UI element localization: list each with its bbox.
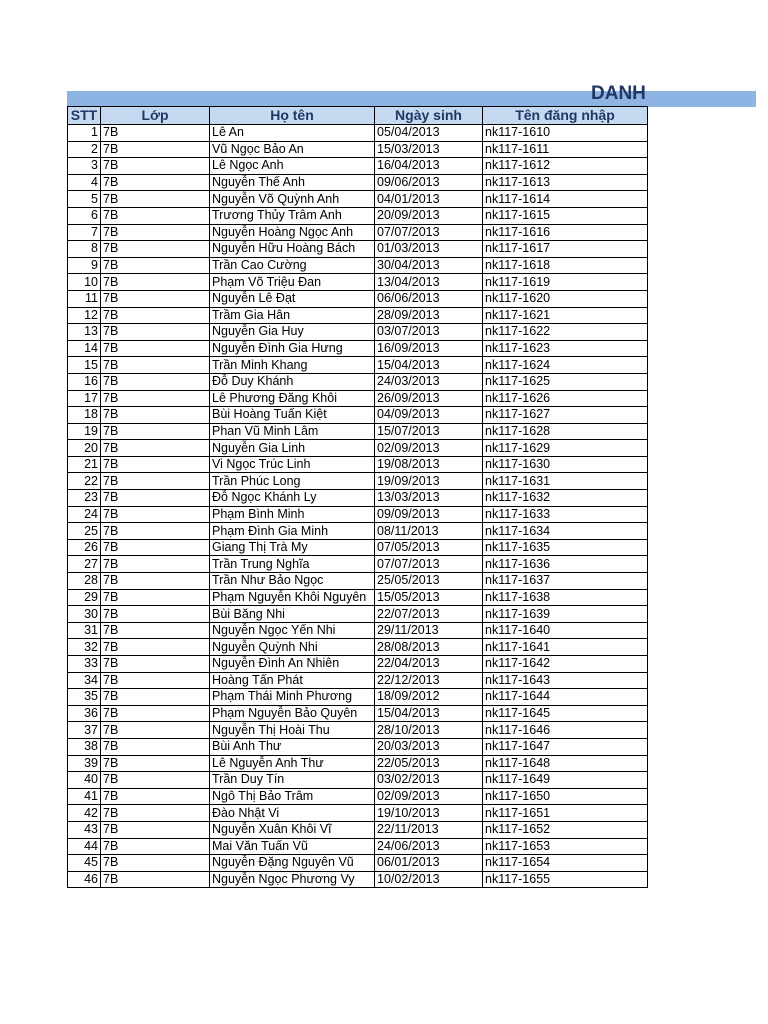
class-cell[interactable]: 7B (101, 174, 210, 191)
table-row (68, 672, 648, 689)
username-cell[interactable]: nk117-1633 (483, 506, 648, 523)
username-cell[interactable]: nk117-1610 (483, 125, 648, 142)
stt-cell[interactable]: 15 (68, 357, 101, 374)
username-cell[interactable]: nk117-1626 (483, 390, 648, 407)
class-cell[interactable]: 7B (101, 589, 210, 606)
name-cell[interactable]: Bùi Hoàng Tuấn Kiệt (210, 407, 375, 424)
birth-date-cell[interactable]: 20/03/2013 (375, 738, 483, 755)
table-row (68, 722, 648, 739)
birth-date-cell[interactable]: 28/09/2013 (375, 307, 483, 324)
username-cell[interactable]: nk117-1630 (483, 456, 648, 473)
class-cell[interactable]: 7B (101, 639, 210, 656)
name-cell[interactable]: Đỗ Ngọc Khánh Ly (210, 490, 375, 507)
stt-cell[interactable]: 3 (68, 158, 101, 175)
table-row (68, 556, 648, 573)
birth-date-cell[interactable]: 15/04/2013 (375, 357, 483, 374)
stt-cell[interactable]: 7 (68, 224, 101, 241)
birth-date-cell[interactable]: 03/02/2013 (375, 772, 483, 789)
stt-cell[interactable]: 1 (68, 125, 101, 142)
stt-cell[interactable]: 5 (68, 191, 101, 208)
table-row (68, 871, 648, 888)
class-cell[interactable]: 7B (101, 407, 210, 424)
birth-date-cell[interactable]: 02/09/2013 (375, 440, 483, 457)
stt-cell[interactable]: 44 (68, 838, 101, 855)
birth-date-cell[interactable]: 10/02/2013 (375, 871, 483, 888)
stt-cell[interactable]: 33 (68, 656, 101, 673)
username-cell[interactable]: nk117-1649 (483, 772, 648, 789)
username-cell[interactable]: nk117-1631 (483, 473, 648, 490)
stt-cell[interactable]: 46 (68, 871, 101, 888)
birth-date-cell[interactable]: 06/06/2013 (375, 290, 483, 307)
table-row (68, 158, 648, 175)
class-cell[interactable]: 7B (101, 340, 210, 357)
birth-date-cell[interactable]: 16/04/2013 (375, 158, 483, 175)
stt-cell[interactable]: 42 (68, 805, 101, 822)
name-cell[interactable]: Trầm Gia Hân (210, 307, 375, 324)
name-cell[interactable]: Lê An (210, 125, 375, 142)
birth-date-cell[interactable]: 04/09/2013 (375, 407, 483, 424)
username-cell[interactable]: nk117-1619 (483, 274, 648, 291)
birth-date-cell[interactable]: 04/01/2013 (375, 191, 483, 208)
name-cell[interactable]: Lê Ngọc Anh (210, 158, 375, 175)
header-full-name[interactable]: Họ tên (210, 107, 375, 125)
username-cell[interactable]: nk117-1632 (483, 490, 648, 507)
table-row (68, 390, 648, 407)
stt-cell[interactable]: 24 (68, 506, 101, 523)
class-cell[interactable]: 7B (101, 224, 210, 241)
birth-date-cell[interactable]: 18/09/2012 (375, 689, 483, 706)
username-cell[interactable]: nk117-1617 (483, 241, 648, 258)
table-row (68, 307, 648, 324)
username-cell[interactable]: nk117-1614 (483, 191, 648, 208)
stt-cell[interactable]: 6 (68, 207, 101, 224)
username-cell[interactable]: nk117-1653 (483, 838, 648, 855)
stt-cell[interactable]: 17 (68, 390, 101, 407)
birth-date-cell[interactable]: 19/09/2013 (375, 473, 483, 490)
username-cell[interactable]: nk117-1628 (483, 423, 648, 440)
birth-date-cell[interactable]: 22/12/2013 (375, 672, 483, 689)
name-cell[interactable]: Vi Ngọc Trúc Linh (210, 456, 375, 473)
username-cell[interactable]: nk117-1643 (483, 672, 648, 689)
stt-cell[interactable]: 36 (68, 705, 101, 722)
title-band (67, 91, 756, 107)
class-cell[interactable]: 7B (101, 672, 210, 689)
class-cell[interactable]: 7B (101, 257, 210, 274)
birth-date-cell[interactable]: 19/08/2013 (375, 456, 483, 473)
username-cell[interactable]: nk117-1629 (483, 440, 648, 457)
table-row (68, 290, 648, 307)
name-cell[interactable]: Bùi Băng Nhi (210, 606, 375, 623)
birth-date-cell[interactable]: 07/07/2013 (375, 224, 483, 241)
table-row (68, 473, 648, 490)
birth-date-cell[interactable]: 29/11/2013 (375, 622, 483, 639)
username-cell[interactable]: nk117-1641 (483, 639, 648, 656)
class-cell[interactable]: 7B (101, 705, 210, 722)
birth-date-cell[interactable]: 30/04/2013 (375, 257, 483, 274)
class-cell[interactable]: 7B (101, 456, 210, 473)
stt-cell[interactable]: 29 (68, 589, 101, 606)
table-row (68, 838, 648, 855)
class-cell[interactable]: 7B (101, 622, 210, 639)
username-cell[interactable]: nk117-1655 (483, 871, 648, 888)
birth-date-cell[interactable]: 28/08/2013 (375, 639, 483, 656)
username-cell[interactable]: nk117-1638 (483, 589, 648, 606)
birth-date-cell[interactable]: 22/07/2013 (375, 606, 483, 623)
username-cell[interactable]: nk117-1635 (483, 539, 648, 556)
header-class[interactable]: Lớp (101, 107, 210, 125)
username-cell[interactable]: nk117-1636 (483, 556, 648, 573)
stt-cell[interactable]: 25 (68, 523, 101, 540)
birth-date-cell[interactable]: 13/04/2013 (375, 274, 483, 291)
name-cell[interactable]: Nguyễn Đình An Nhiên (210, 656, 375, 673)
name-cell[interactable]: Nguyễn Gia Huy (210, 324, 375, 341)
table-row (68, 755, 648, 772)
name-cell[interactable]: Vũ Ngọc Bảo An (210, 141, 375, 158)
stt-cell[interactable]: 30 (68, 606, 101, 623)
class-cell[interactable]: 7B (101, 373, 210, 390)
name-cell[interactable]: Lê Nguyễn Anh Thư (210, 755, 375, 772)
stt-cell[interactable]: 12 (68, 307, 101, 324)
table-row (68, 274, 648, 291)
table-row (68, 324, 648, 341)
table-row (68, 174, 648, 191)
stt-cell[interactable]: 9 (68, 257, 101, 274)
class-cell[interactable]: 7B (101, 805, 210, 822)
class-cell[interactable]: 7B (101, 689, 210, 706)
username-cell[interactable]: nk117-1616 (483, 224, 648, 241)
username-cell[interactable]: nk117-1644 (483, 689, 648, 706)
username-cell[interactable]: nk117-1651 (483, 805, 648, 822)
stt-cell[interactable]: 13 (68, 324, 101, 341)
table-row (68, 689, 648, 706)
username-cell[interactable]: nk117-1647 (483, 738, 648, 755)
birth-date-cell[interactable]: 02/09/2013 (375, 788, 483, 805)
class-cell[interactable]: 7B (101, 523, 210, 540)
table-row (68, 805, 648, 822)
birth-date-cell[interactable]: 06/01/2013 (375, 855, 483, 872)
table-row (68, 257, 648, 274)
class-cell[interactable]: 7B (101, 539, 210, 556)
class-cell[interactable]: 7B (101, 158, 210, 175)
username-cell[interactable]: nk117-1621 (483, 307, 648, 324)
header-stt[interactable]: STT (68, 107, 101, 125)
name-cell[interactable]: Trần Phúc Long (210, 473, 375, 490)
name-cell[interactable]: Nguyễn Quỳnh Nhi (210, 639, 375, 656)
birth-date-cell[interactable]: 15/04/2013 (375, 705, 483, 722)
stt-cell[interactable]: 37 (68, 722, 101, 739)
table-row (68, 589, 648, 606)
birth-date-cell[interactable]: 13/03/2013 (375, 490, 483, 507)
class-cell[interactable]: 7B (101, 573, 210, 590)
name-cell[interactable]: Trương Thủy Trâm Anh (210, 207, 375, 224)
stt-cell[interactable]: 10 (68, 274, 101, 291)
username-cell[interactable]: nk117-1613 (483, 174, 648, 191)
class-cell[interactable]: 7B (101, 141, 210, 158)
birth-date-cell[interactable]: 03/07/2013 (375, 324, 483, 341)
username-cell[interactable]: nk117-1648 (483, 755, 648, 772)
table-row (68, 224, 648, 241)
name-cell[interactable]: Ngô Thị Bảo Trâm (210, 788, 375, 805)
username-cell[interactable]: nk117-1642 (483, 656, 648, 673)
birth-date-cell[interactable]: 01/03/2013 (375, 241, 483, 258)
name-cell[interactable]: Đỗ Duy Khánh (210, 373, 375, 390)
table-row (68, 772, 648, 789)
class-cell[interactable]: 7B (101, 490, 210, 507)
name-cell[interactable]: Trần Như Bảo Ngọc (210, 573, 375, 590)
student-table (67, 106, 648, 888)
class-cell[interactable]: 7B (101, 755, 210, 772)
name-cell[interactable]: Trần Minh Khang (210, 357, 375, 374)
birth-date-cell[interactable]: 28/10/2013 (375, 722, 483, 739)
name-cell[interactable]: Hoàng Tấn Phát (210, 672, 375, 689)
class-cell[interactable]: 7B (101, 855, 210, 872)
name-cell[interactable]: Phạm Nguyễn Bảo Quyên (210, 705, 375, 722)
name-cell[interactable]: Nguyễn Thế Anh (210, 174, 375, 191)
username-cell[interactable]: nk117-1640 (483, 622, 648, 639)
class-cell[interactable]: 7B (101, 772, 210, 789)
name-cell[interactable]: Lê Phương Đăng Khôi (210, 390, 375, 407)
stt-cell[interactable]: 14 (68, 340, 101, 357)
username-cell[interactable]: nk117-1627 (483, 407, 648, 424)
username-cell[interactable]: nk117-1615 (483, 207, 648, 224)
stt-cell[interactable]: 23 (68, 490, 101, 507)
table-row (68, 506, 648, 523)
class-cell[interactable]: 7B (101, 324, 210, 341)
username-cell[interactable]: nk117-1639 (483, 606, 648, 623)
birth-date-cell[interactable]: 20/09/2013 (375, 207, 483, 224)
header-username[interactable]: Tên đăng nhập (483, 107, 648, 125)
name-cell[interactable]: Nguyễn Gia Linh (210, 440, 375, 457)
name-cell[interactable]: Nguyễn Võ Quỳnh Anh (210, 191, 375, 208)
username-cell[interactable]: nk117-1654 (483, 855, 648, 872)
table-row (68, 639, 648, 656)
username-cell[interactable]: nk117-1623 (483, 340, 648, 357)
header-row (68, 107, 648, 125)
name-cell[interactable]: Phạm Bình Minh (210, 506, 375, 523)
class-cell[interactable]: 7B (101, 125, 210, 142)
class-cell[interactable]: 7B (101, 788, 210, 805)
name-cell[interactable]: Trần Cao Cường (210, 257, 375, 274)
table-row (68, 523, 648, 540)
name-cell[interactable]: Nguyễn Thị Hoài Thu (210, 722, 375, 739)
stt-cell[interactable]: 28 (68, 573, 101, 590)
stt-cell[interactable]: 40 (68, 772, 101, 789)
username-cell[interactable]: nk117-1634 (483, 523, 648, 540)
table-row (68, 622, 648, 639)
table-row (68, 606, 648, 623)
username-cell[interactable]: nk117-1625 (483, 373, 648, 390)
birth-date-cell[interactable]: 09/09/2013 (375, 506, 483, 523)
birth-date-cell[interactable]: 08/11/2013 (375, 523, 483, 540)
username-cell[interactable]: nk117-1652 (483, 821, 648, 838)
stt-cell[interactable]: 22 (68, 473, 101, 490)
stt-cell[interactable]: 27 (68, 556, 101, 573)
birth-date-cell[interactable]: 05/04/2013 (375, 125, 483, 142)
username-cell[interactable]: nk117-1611 (483, 141, 648, 158)
stt-cell[interactable]: 26 (68, 539, 101, 556)
name-cell[interactable]: Giang Thị Trà My (210, 539, 375, 556)
name-cell[interactable]: Nguyễn Hoàng Ngọc Anh (210, 224, 375, 241)
stt-cell[interactable]: 21 (68, 456, 101, 473)
name-cell[interactable]: Nguyễn Ngọc Yến Nhi (210, 622, 375, 639)
class-cell[interactable]: 7B (101, 274, 210, 291)
class-cell[interactable]: 7B (101, 506, 210, 523)
username-cell[interactable]: nk117-1645 (483, 705, 648, 722)
stt-cell[interactable]: 41 (68, 788, 101, 805)
birth-date-cell[interactable]: 09/06/2013 (375, 174, 483, 191)
username-cell[interactable]: nk117-1620 (483, 290, 648, 307)
table-row (68, 821, 648, 838)
class-cell[interactable]: 7B (101, 606, 210, 623)
birth-date-cell[interactable]: 25/05/2013 (375, 573, 483, 590)
name-cell[interactable]: Phạm Võ Triệu Đan (210, 274, 375, 291)
table-row (68, 656, 648, 673)
class-cell[interactable]: 7B (101, 191, 210, 208)
stt-cell[interactable]: 11 (68, 290, 101, 307)
class-cell[interactable]: 7B (101, 241, 210, 258)
name-cell[interactable]: Phạm Nguyễn Khôi Nguyên (210, 589, 375, 606)
birth-date-cell[interactable]: 15/03/2013 (375, 141, 483, 158)
stt-cell[interactable]: 19 (68, 423, 101, 440)
name-cell[interactable]: Phạm Đình Gia Minh (210, 523, 375, 540)
table-row (68, 207, 648, 224)
table-row (68, 855, 648, 872)
sheet-title: DANH (591, 84, 646, 102)
table-row (68, 539, 648, 556)
table-row (68, 490, 648, 507)
class-cell[interactable]: 7B (101, 357, 210, 374)
class-cell[interactable]: 7B (101, 290, 210, 307)
class-cell[interactable]: 7B (101, 722, 210, 739)
birth-date-cell[interactable]: 22/04/2013 (375, 656, 483, 673)
username-cell[interactable]: nk117-1624 (483, 357, 648, 374)
table-row (68, 407, 648, 424)
class-cell[interactable]: 7B (101, 390, 210, 407)
stt-cell[interactable]: 43 (68, 821, 101, 838)
name-cell[interactable]: Nguyễn Đình Gia Hưng (210, 340, 375, 357)
class-cell[interactable]: 7B (101, 821, 210, 838)
stt-cell[interactable]: 34 (68, 672, 101, 689)
stt-cell[interactable]: 8 (68, 241, 101, 258)
table-row (68, 440, 648, 457)
birth-date-cell[interactable]: 24/03/2013 (375, 373, 483, 390)
class-cell[interactable]: 7B (101, 738, 210, 755)
name-cell[interactable]: Phan Vũ Minh Lâm (210, 423, 375, 440)
birth-date-cell[interactable]: 07/07/2013 (375, 556, 483, 573)
stt-cell[interactable]: 35 (68, 689, 101, 706)
username-cell[interactable]: nk117-1646 (483, 722, 648, 739)
class-cell[interactable]: 7B (101, 473, 210, 490)
class-cell[interactable]: 7B (101, 307, 210, 324)
stt-cell[interactable]: 39 (68, 755, 101, 772)
birth-date-cell[interactable]: 15/07/2013 (375, 423, 483, 440)
class-cell[interactable]: 7B (101, 556, 210, 573)
class-cell[interactable]: 7B (101, 656, 210, 673)
header-birth-date[interactable]: Ngày sinh (375, 107, 483, 125)
table-body (68, 125, 648, 888)
stt-cell[interactable]: 16 (68, 373, 101, 390)
table-row (68, 373, 648, 390)
table-row (68, 141, 648, 158)
table-row (68, 705, 648, 722)
birth-date-cell[interactable]: 24/06/2013 (375, 838, 483, 855)
name-cell[interactable]: Nguyễn Lê Đạt (210, 290, 375, 307)
class-cell[interactable]: 7B (101, 423, 210, 440)
table-row (68, 340, 648, 357)
name-cell[interactable]: Trần Trung Nghĩa (210, 556, 375, 573)
birth-date-cell[interactable]: 07/05/2013 (375, 539, 483, 556)
birth-date-cell[interactable]: 22/11/2013 (375, 821, 483, 838)
stt-cell[interactable]: 31 (68, 622, 101, 639)
table-row (68, 456, 648, 473)
stt-cell[interactable]: 32 (68, 639, 101, 656)
stt-cell[interactable]: 2 (68, 141, 101, 158)
class-cell[interactable]: 7B (101, 440, 210, 457)
username-cell[interactable]: nk117-1622 (483, 324, 648, 341)
stt-cell[interactable]: 18 (68, 407, 101, 424)
birth-date-cell[interactable]: 26/09/2013 (375, 390, 483, 407)
name-cell[interactable]: Nguyễn Ngọc Phương Vy (210, 871, 375, 888)
class-cell[interactable]: 7B (101, 838, 210, 855)
stt-cell[interactable]: 38 (68, 738, 101, 755)
table-row (68, 738, 648, 755)
name-cell[interactable]: Đào Nhật Vi (210, 805, 375, 822)
stt-cell[interactable]: 4 (68, 174, 101, 191)
stt-cell[interactable]: 45 (68, 855, 101, 872)
table-row (68, 357, 648, 374)
table-row (68, 573, 648, 590)
username-cell[interactable]: nk117-1612 (483, 158, 648, 175)
stt-cell[interactable]: 20 (68, 440, 101, 457)
name-cell[interactable]: Nguyễn Đặng Nguyên Vũ (210, 855, 375, 872)
username-cell[interactable]: nk117-1637 (483, 573, 648, 590)
class-cell[interactable]: 7B (101, 871, 210, 888)
table-row (68, 788, 648, 805)
username-cell[interactable]: nk117-1650 (483, 788, 648, 805)
username-cell[interactable]: nk117-1618 (483, 257, 648, 274)
name-cell[interactable]: Nguyễn Xuân Khôi Vĩ (210, 821, 375, 838)
name-cell[interactable]: Trần Duy Tín (210, 772, 375, 789)
birth-date-cell[interactable]: 16/09/2013 (375, 340, 483, 357)
name-cell[interactable]: Bùi Anh Thư (210, 738, 375, 755)
class-cell[interactable]: 7B (101, 207, 210, 224)
table-row (68, 191, 648, 208)
table-row (68, 423, 648, 440)
birth-date-cell[interactable]: 15/05/2013 (375, 589, 483, 606)
birth-date-cell[interactable]: 19/10/2013 (375, 805, 483, 822)
name-cell[interactable]: Phạm Thái Minh Phương (210, 689, 375, 706)
birth-date-cell[interactable]: 22/05/2013 (375, 755, 483, 772)
table-row (68, 241, 648, 258)
table-row (68, 125, 648, 142)
name-cell[interactable]: Nguyễn Hữu Hoàng Bách (210, 241, 375, 258)
name-cell[interactable]: Mai Văn Tuấn Vũ (210, 838, 375, 855)
